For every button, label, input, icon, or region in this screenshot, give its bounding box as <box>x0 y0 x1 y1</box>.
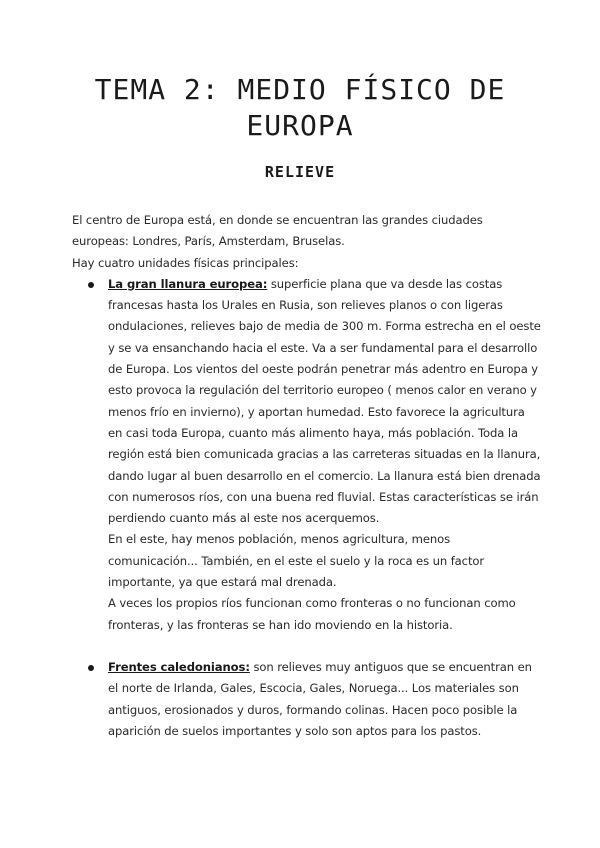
section-heading: RELIEVE <box>264 163 336 181</box>
page-title: TEMA 2: MEDIO FÍSICO DE EUROPA <box>94 73 506 142</box>
bullet-icon <box>88 665 94 671</box>
list-item-paragraph <box>108 657 542 742</box>
list-item-term: La gran llanura europea: <box>108 276 268 291</box>
list-item-text: superficie plana que va desde las costas francesas hasta los Urales en Rusia, son relieves planos o con ligeras ondulaciones, relieves bajo de media de 300 m. Forma estrecha en el oeste y se va ensanchando hacia el este. Va a ser fundamental para el desarrollo de Europa. Los vientos del oeste podrán penetrar más adentro en Europa y esto provoca la regulación del territorio europeo ( menos calor en verano y menos frío en invierno), y aportan humedad. Esto favorece la agricultura en casi toda Europa, cuanto más alimento haya, más población. Toda la región está bien comunicada gracias a las carreteras situadas en la llanura, dando lugar al buen desarrollo en el comercio. La llanura está bien drenada con numerosos ríos, con una buena red fluvial. Estas características se irán perdiendo cuanto más al este nos acerquemos. <box>108 276 541 526</box>
intro-paragraph: El centro de Europa está, en donde se encuentran las grandes ciudades europeas: Londres, París, Amsterdam, Bruselas. <box>72 213 483 249</box>
list-item-term: Frentes caledonianos: <box>108 659 250 674</box>
list-item-paragraph <box>108 274 542 530</box>
bullet-icon <box>88 282 94 288</box>
intro-paragraph: Hay cuatro unidades físicas principales: <box>72 255 299 270</box>
list-item <box>72 274 542 636</box>
list-item-paragraph: A veces los propios ríos funcionan como fronteras o no funcionan como fronteras, y las fronteras se han ido moviendo en la historia. <box>108 596 516 632</box>
list-item-paragraph: En el este, hay menos población, menos agricultura, menos comunicación... También, en el este el suelo y la roca es un factor importante, ya que estará mal drenada. <box>108 532 485 590</box>
list-item-text: son relieves muy antiguos que se encuentran en el norte de Irlanda, Gales, Escocia, Gales, Noruega... Los materiales son antiguos, erosionados y duros, formando colinas. Hacen poco posible la aparición de suelos importantes y solo son aptos para los pastos. <box>108 659 532 738</box>
document-body <box>72 210 542 742</box>
physical-units-list <box>72 274 542 742</box>
list-item <box>72 657 542 742</box>
list-spacer <box>72 636 542 657</box>
